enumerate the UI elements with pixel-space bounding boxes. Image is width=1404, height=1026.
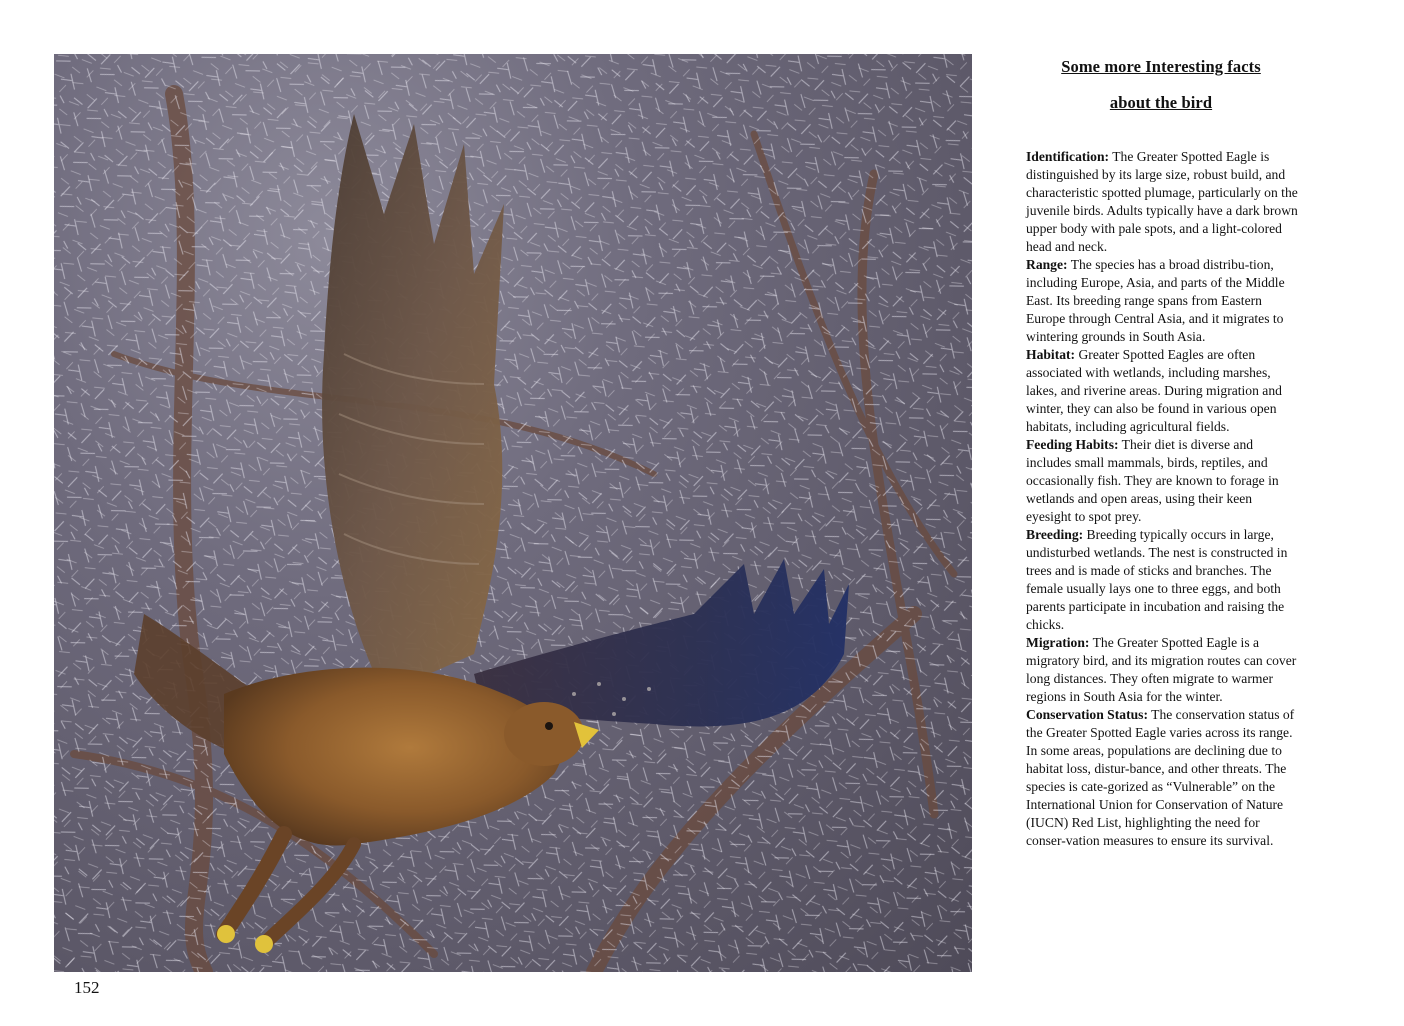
section-heading-line-1: Some more Interesting facts — [1061, 57, 1261, 76]
fact-label: Migration: — [1026, 635, 1090, 650]
eagle-photo — [54, 54, 972, 972]
fact-label: Conservation Status: — [1026, 707, 1148, 722]
fact-conservation-status — [1026, 706, 1298, 850]
fact-text: Greater Spotted Eagles are often associated with wetlands, including marshes, lakes, and riverine areas. During migration and winter, they can also be found in various open habitats, including agricultural fields. — [1026, 347, 1282, 434]
fact-text: The Greater Spotted Eagle is distinguished by its large size, robust build, and characteristic spotted plumage, particularly on the juvenile birds. Adults typically have a dark brown upper body with pale spots, and a light-colored head and neck. — [1026, 149, 1298, 254]
fact-identification — [1026, 148, 1298, 256]
page-number: 152 — [74, 978, 100, 997]
section-heading-line-2: about the bird — [1109, 93, 1213, 112]
fact-migration — [1026, 634, 1298, 706]
fact-feeding-habits — [1026, 436, 1298, 526]
facts-list — [1026, 148, 1298, 850]
fact-label: Feeding Habits: — [1026, 437, 1119, 452]
fact-label: Identification: — [1026, 149, 1110, 164]
fact-label: Habitat: — [1026, 347, 1076, 362]
fact-habitat — [1026, 346, 1298, 436]
fact-text: Their diet is diverse and includes small mammals, birds, reptiles, and occasionally fish. They are known to forage in wetlands and open areas, using their keen eyesight to spot prey. — [1026, 437, 1279, 524]
fact-text: The conservation status of the Greater Spotted Eagle varies across its range. In some areas, populations are declining due to habitat loss, distur-bance, and other threats. The species is cate-gorized as “Vulnerable” on the International Union for Conservation of Nature (IUCN) Red List, highlighting the need for conser-vation measures to ensure its survival. — [1026, 707, 1295, 848]
fact-label: Breeding: — [1026, 527, 1084, 542]
fact-text: The species has a broad distribu-tion, including Europe, Asia, and parts of the Middle East. Its breeding range spans from Eastern Europe through Central Asia, and it migrates to wintering grounds in South Asia. — [1026, 257, 1285, 344]
fact-text: The Greater Spotted Eagle is a migratory bird, and its migration routes can cover long distances. They often migrate to warmer regions in South Asia for the winter. — [1026, 635, 1297, 704]
fact-text: Breeding typically occurs in large, undisturbed wetlands. The nest is constructed in trees and is made of sticks and branches. The female usually lays one to three eggs, and both parents participate in incubation and raising the chicks. — [1026, 527, 1288, 632]
fact-breeding — [1026, 526, 1298, 634]
fact-range — [1026, 256, 1298, 346]
fact-label: Range: — [1026, 257, 1068, 272]
